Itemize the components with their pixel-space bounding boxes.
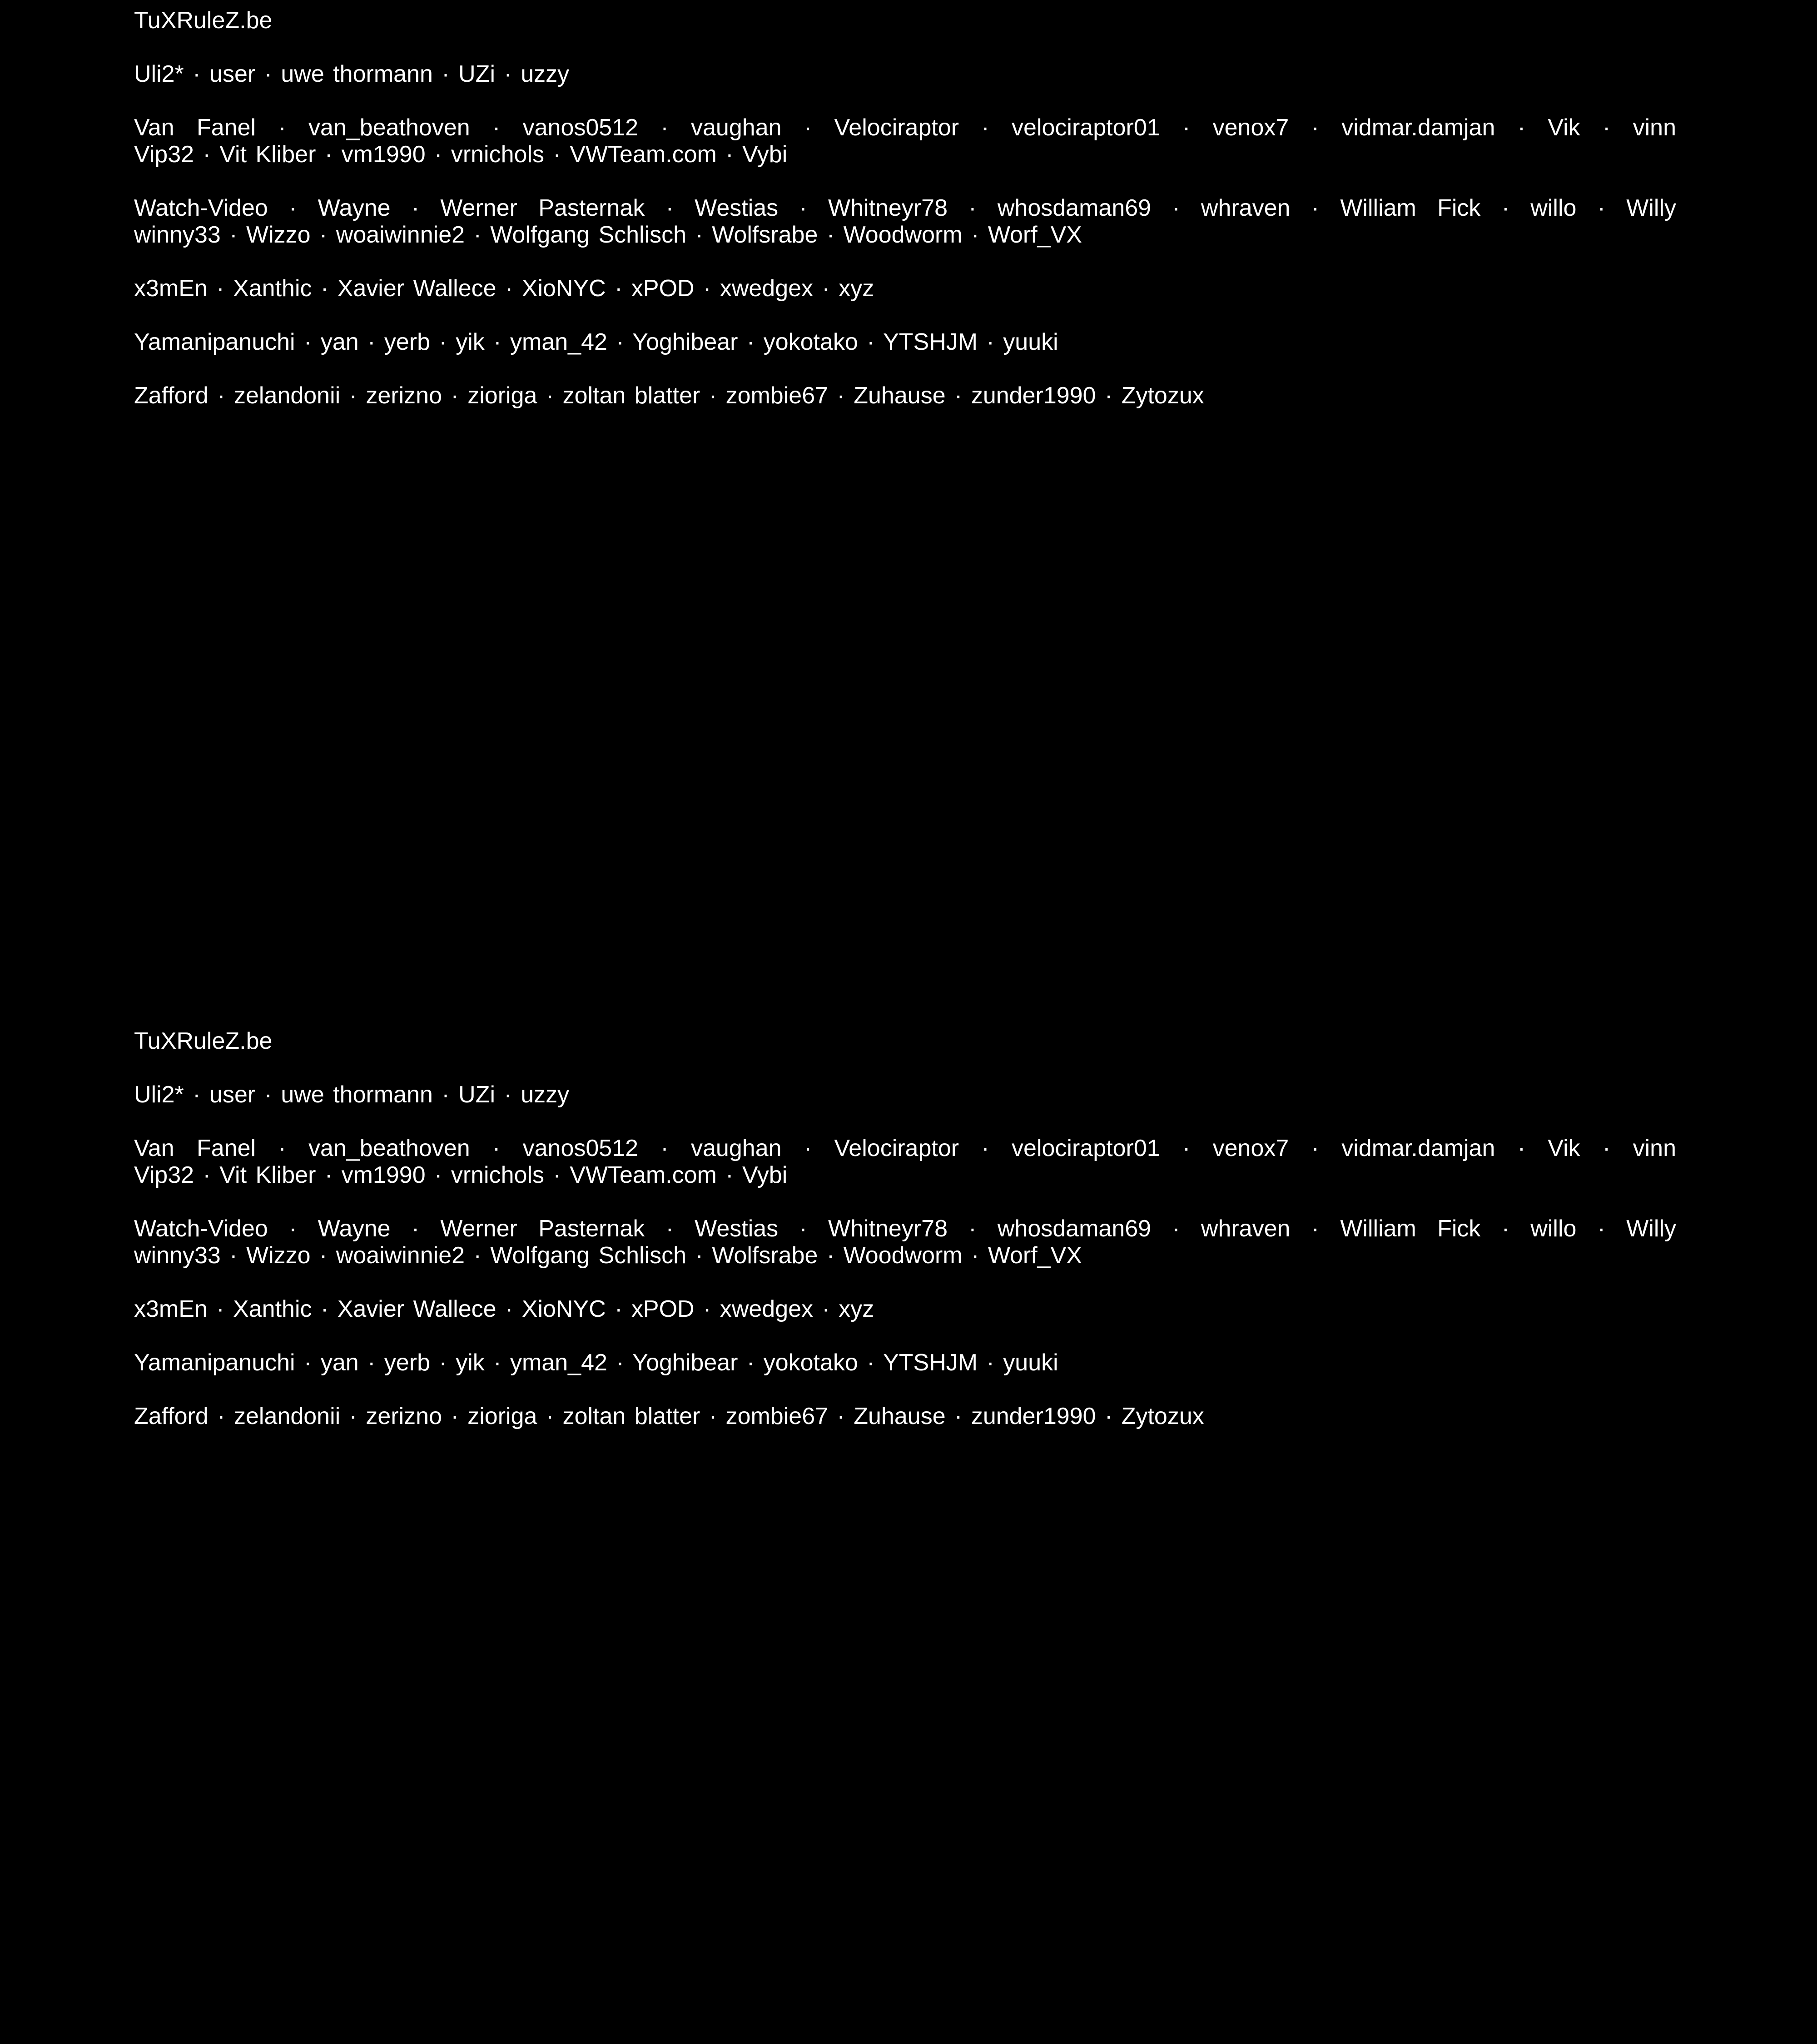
credits-line: x3mEn · Xanthic · Xavier Wallece · XioNYC · xPOD · xwedgex · xyz	[134, 1296, 874, 1322]
credits-line: winny33 · Wizzo · woaiwinnie2 · Wolfgang Schlisch · Wolfsrabe · Woodworm · Worf_VX	[134, 1242, 1082, 1269]
credits-paragraph	[134, 114, 1676, 168]
credits-line: Zafford · zelandonii · zerizno · zioriga · zoltan blatter · zombie67 · Zuhause · zunder1990 · Zytozux	[134, 1403, 1204, 1429]
credits-line: winny33 · Wizzo · woaiwinnie2 · Wolfgang Schlisch · Wolfsrabe · Woodworm · Worf_VX	[134, 222, 1082, 248]
credits-line: Vip32 · Vit Kliber · vm1990 · vrnichols · VWTeam.com · Vybi	[134, 141, 788, 168]
credits-paragraph	[134, 1403, 1676, 1430]
credits-line: TuXRuleZ.be	[134, 1028, 273, 1054]
credits-line: Vip32 · Vit Kliber · vm1990 · vrnichols · VWTeam.com · Vybi	[134, 1162, 788, 1188]
credits-line: Yamanipanuchi · yan · yerb · yik · yman_42 · Yoghibear · yokotako · YTSHJM · yuuki	[134, 329, 1058, 355]
credits-paragraph	[134, 1028, 1676, 1055]
credits-paragraph	[134, 1349, 1676, 1376]
credits-paragraph	[134, 275, 1676, 302]
credits-line: x3mEn · Xanthic · Xavier Wallece · XioNYC · xPOD · xwedgex · xyz	[134, 275, 874, 302]
credits-line: Yamanipanuchi · yan · yerb · yik · yman_42 · Yoghibear · yokotako · YTSHJM · yuuki	[134, 1349, 1058, 1376]
credits-paragraph	[134, 7, 1676, 34]
credits-line: Uli2* · user · uwe thormann · UZi · uzzy	[134, 61, 570, 87]
credits-paragraph	[134, 1215, 1676, 1269]
credits-line: Uli2* · user · uwe thormann · UZi · uzzy	[134, 1082, 570, 1108]
credits-line: Van Fanel · van_beathoven · vanos0512 · vaughan · Velociraptor · velociraptor01 · venox7 · vidmar.damjan · Vik · vinn	[134, 114, 1676, 141]
credits-line: TuXRuleZ.be	[134, 7, 273, 34]
credits-paragraph	[134, 1296, 1676, 1323]
credits-section-bottom	[134, 1028, 1676, 1430]
credits-line: Zafford · zelandonii · zerizno · zioriga · zoltan blatter · zombie67 · Zuhause · zunder1990 · Zytozux	[134, 382, 1204, 409]
credits-paragraph	[134, 195, 1676, 248]
credits-section-top	[134, 7, 1676, 409]
credits-paragraph	[134, 1082, 1676, 1108]
credits-paragraph	[134, 61, 1676, 88]
credits-paragraph	[134, 329, 1676, 356]
credits-line: Watch-Video · Wayne · Werner Pasternak · Westias · Whitneyr78 · whosdaman69 · whraven · William Fick · willo · Willy	[134, 1215, 1676, 1242]
credits-paragraph	[134, 1135, 1676, 1189]
credits-line: Watch-Video · Wayne · Werner Pasternak · Westias · Whitneyr78 · whosdaman69 · whraven · William Fick · willo · Willy	[134, 195, 1676, 221]
credits-paragraph	[134, 382, 1676, 409]
credits-line: Van Fanel · van_beathoven · vanos0512 · vaughan · Velociraptor · velociraptor01 · venox7 · vidmar.damjan · Vik · vinn	[134, 1135, 1676, 1161]
